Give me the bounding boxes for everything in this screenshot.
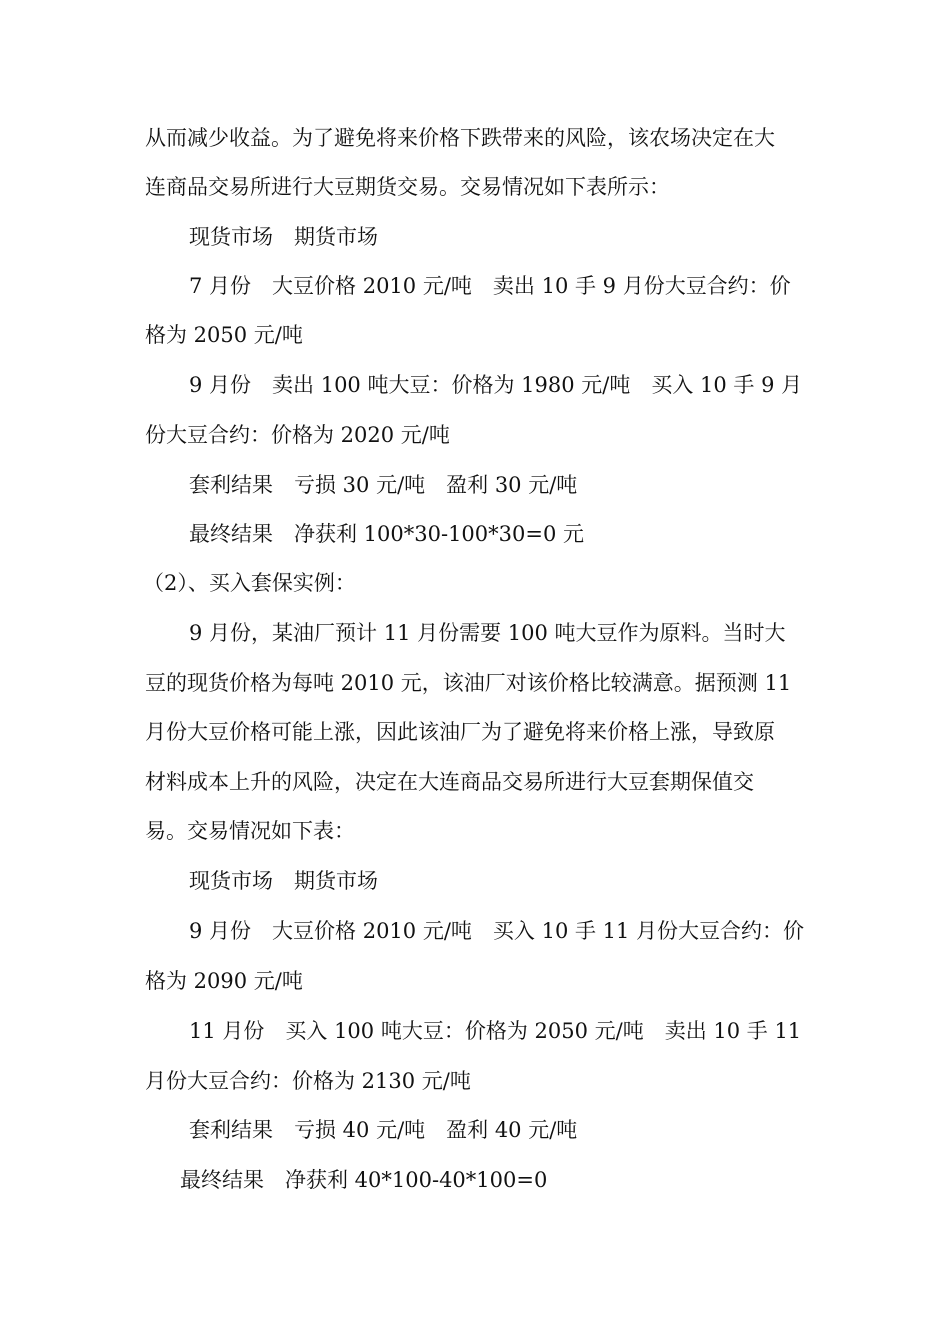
paragraph-line: 材料成本上升的风险，决定在大连商品交易所进行大豆套期保值交 — [145, 770, 754, 794]
paragraph-line: 9 月份，某油厂预计 11 月份需要 100 吨大豆作为原料。当时大 — [189, 621, 786, 645]
table-final-line: 最终结果 净获利 40*100-40*100=0 — [180, 1168, 548, 1192]
table-header-line: 现货市场 期货市场 — [189, 225, 378, 249]
table-row-line: 7 月份 大豆价格 2010 元/吨 卖出 10 手 9 月份大豆合约：价 — [189, 274, 791, 298]
table-row-line: 9 月份 卖出 100 吨大豆：价格为 1980 元/吨 买入 10 手 9 月 — [189, 373, 803, 397]
paragraph-line: 月份大豆价格可能上涨，因此该油厂为了避免将来价格上涨，导致原 — [145, 720, 775, 744]
section-heading: （2）、买入套保实例： — [143, 571, 356, 595]
paragraph-line: 豆的现货价格为每吨 2010 元，该油厂对该价格比较满意。据预测 11 — [145, 671, 792, 695]
paragraph-line: 连商品交易所进行大豆期货交易。交易情况如下表所示： — [145, 175, 670, 199]
table-row-line: 月份大豆合约：价格为 2130 元/吨 — [145, 1069, 471, 1093]
paragraph-line: 从而减少收益。为了避免将来价格下跌带来的风险，该农场决定在大 — [145, 126, 775, 150]
table-row-line: 11 月份 买入 100 吨大豆：价格为 2050 元/吨 卖出 10 手 11 — [189, 1019, 802, 1043]
table-result-line: 套利结果 亏损 30 元/吨 盈利 30 元/吨 — [189, 473, 578, 497]
table-header-line: 现货市场 期货市场 — [189, 869, 378, 893]
paragraph-line: 易。交易情况如下表： — [145, 819, 355, 843]
table-row-line: 格为 2050 元/吨 — [145, 323, 303, 347]
table-row-line: 份大豆合约：价格为 2020 元/吨 — [145, 423, 450, 447]
table-row-line: 格为 2090 元/吨 — [145, 969, 303, 993]
table-final-line: 最终结果 净获利 100*30-100*30=0 元 — [189, 522, 585, 546]
table-row-line: 9 月份 大豆价格 2010 元/吨 买入 10 手 11 月份大豆合约：价 — [189, 919, 805, 943]
table-result-line: 套利结果 亏损 40 元/吨 盈利 40 元/吨 — [189, 1118, 578, 1142]
